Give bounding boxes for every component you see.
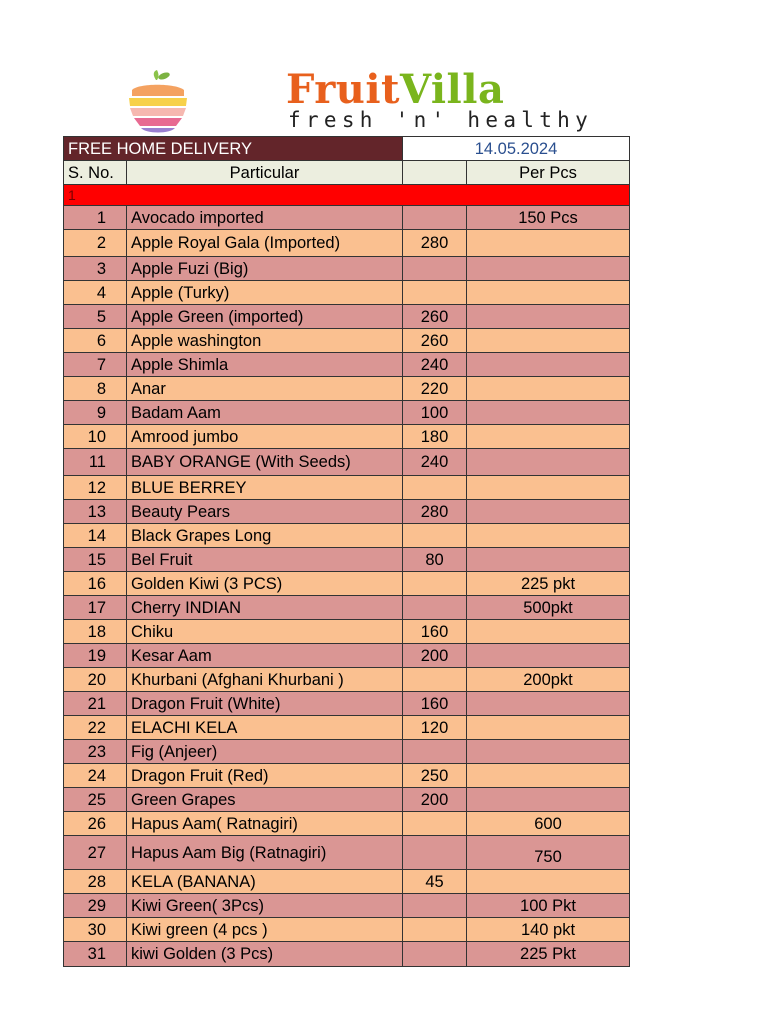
table-row [64, 870, 630, 894]
row-particular: Avocado imported [127, 206, 403, 230]
row-particular: Fig (Anjeer) [127, 740, 403, 764]
row-number: 10 [64, 425, 127, 449]
row-number: 1 [64, 206, 127, 230]
table-row [64, 894, 630, 918]
table-row [64, 644, 630, 668]
row-per-pcs [467, 305, 630, 329]
row-per-pcs [467, 377, 630, 401]
brand-name-villa: Villa [400, 66, 505, 113]
row-price [403, 524, 467, 548]
row-price: 45 [403, 870, 467, 894]
brand-name [286, 66, 504, 114]
row-particular: Hapus Aam( Ratnagiri) [127, 812, 403, 836]
row-number: 20 [64, 668, 127, 692]
table-row [64, 281, 630, 305]
row-per-pcs [467, 500, 630, 524]
row-price: 80 [403, 548, 467, 572]
row-particular: Amrood jumbo [127, 425, 403, 449]
row-particular: ELACHI KELA [127, 716, 403, 740]
row-number: 6 [64, 329, 127, 353]
row-number: 21 [64, 692, 127, 716]
row-price [403, 812, 467, 836]
row-per-pcs [467, 449, 630, 476]
row-number: 9 [64, 401, 127, 425]
table-row [64, 377, 630, 401]
table-row [64, 500, 630, 524]
category-row [64, 185, 630, 206]
row-per-pcs [467, 870, 630, 894]
row-per-pcs: 750 [467, 836, 630, 870]
row-number: 19 [64, 644, 127, 668]
row-per-pcs: 150 Pcs [467, 206, 630, 230]
row-particular: Hapus Aam Big (Ratnagiri) [127, 836, 403, 870]
row-price: 220 [403, 377, 467, 401]
row-per-pcs: 600 [467, 812, 630, 836]
row-particular: Green Grapes [127, 788, 403, 812]
row-price: 120 [403, 716, 467, 740]
row-particular: Cherry INDIAN [127, 596, 403, 620]
row-per-pcs: 140 pkt [467, 918, 630, 942]
row-price: 240 [403, 353, 467, 377]
header-price [403, 161, 467, 185]
row-price: 160 [403, 620, 467, 644]
row-number: 11 [64, 449, 127, 476]
row-per-pcs [467, 692, 630, 716]
table-row [64, 401, 630, 425]
row-number: 25 [64, 788, 127, 812]
table-row [64, 668, 630, 692]
row-per-pcs [467, 716, 630, 740]
row-particular: Khurbani (Afghani Khurbani ) [127, 668, 403, 692]
row-per-pcs: 200pkt [467, 668, 630, 692]
row-number: 16 [64, 572, 127, 596]
row-particular: Dragon Fruit (Red) [127, 764, 403, 788]
row-price [403, 596, 467, 620]
row-number: 29 [64, 894, 127, 918]
table-row [64, 716, 630, 740]
row-number: 28 [64, 870, 127, 894]
table-row [64, 329, 630, 353]
price-date: 14.05.2024 [403, 137, 630, 161]
table-row [64, 449, 630, 476]
row-price [403, 281, 467, 305]
row-particular: KELA (BANANA) [127, 870, 403, 894]
row-particular: Apple washington [127, 329, 403, 353]
row-number: 12 [64, 476, 127, 500]
table-row [64, 548, 630, 572]
row-particular: Apple Fuzi (Big) [127, 257, 403, 281]
brand-logo [286, 66, 594, 136]
row-per-pcs [467, 353, 630, 377]
fruit-slices-icon [126, 70, 190, 136]
row-number: 22 [64, 716, 127, 740]
row-number: 15 [64, 548, 127, 572]
row-number: 18 [64, 620, 127, 644]
table-row [64, 740, 630, 764]
row-price: 260 [403, 329, 467, 353]
table-row [64, 206, 630, 230]
row-price [403, 942, 467, 967]
row-particular: Apple (Turky) [127, 281, 403, 305]
row-number: 27 [64, 836, 127, 870]
row-per-pcs [467, 401, 630, 425]
header-sno: S. No. [64, 161, 127, 185]
row-number: 2 [64, 230, 127, 257]
row-per-pcs [467, 257, 630, 281]
row-particular: Black Grapes Long [127, 524, 403, 548]
table-row [64, 620, 630, 644]
brand-name-fruit: Fruit [286, 66, 401, 113]
row-particular: Dragon Fruit (White) [127, 692, 403, 716]
row-per-pcs [467, 425, 630, 449]
table-row [64, 305, 630, 329]
row-price [403, 257, 467, 281]
table-row [64, 353, 630, 377]
row-number: 5 [64, 305, 127, 329]
row-particular: Apple Green (imported) [127, 305, 403, 329]
row-price [403, 206, 467, 230]
row-price [403, 836, 467, 870]
row-number: 31 [64, 942, 127, 967]
table-row [64, 257, 630, 281]
row-number: 23 [64, 740, 127, 764]
row-price: 280 [403, 230, 467, 257]
row-particular: Bel Fruit [127, 548, 403, 572]
row-per-pcs [467, 644, 630, 668]
table-row [64, 230, 630, 257]
row-particular: Apple Shimla [127, 353, 403, 377]
table-row [64, 942, 630, 967]
row-price: 100 [403, 401, 467, 425]
row-price [403, 740, 467, 764]
row-price: 200 [403, 644, 467, 668]
table-row [64, 572, 630, 596]
table-row [64, 764, 630, 788]
row-particular: Beauty Pears [127, 500, 403, 524]
table-row [64, 918, 630, 942]
row-price [403, 918, 467, 942]
row-number: 24 [64, 764, 127, 788]
free-delivery-title: FREE HOME DELIVERY [64, 137, 403, 161]
row-price [403, 572, 467, 596]
row-per-pcs: 225 Pkt [467, 942, 630, 967]
category-label: 1 [64, 185, 630, 206]
row-number: 3 [64, 257, 127, 281]
row-per-pcs [467, 281, 630, 305]
row-particular: Kiwi green (4 pcs ) [127, 918, 403, 942]
row-particular: Kiwi Green( 3Pcs) [127, 894, 403, 918]
row-price [403, 668, 467, 692]
row-particular: BLUE BERREY [127, 476, 403, 500]
row-number: 4 [64, 281, 127, 305]
row-particular: Apple Royal Gala (Imported) [127, 230, 403, 257]
row-particular: BABY ORANGE (With Seeds) [127, 449, 403, 476]
row-price: 280 [403, 500, 467, 524]
row-price [403, 894, 467, 918]
row-number: 17 [64, 596, 127, 620]
row-number: 13 [64, 500, 127, 524]
row-number: 8 [64, 377, 127, 401]
table-row [64, 524, 630, 548]
row-per-pcs [467, 788, 630, 812]
header-per-pcs: Per Pcs [467, 161, 630, 185]
row-particular: Anar [127, 377, 403, 401]
row-price: 240 [403, 449, 467, 476]
row-price: 260 [403, 305, 467, 329]
row-per-pcs: 500pkt [467, 596, 630, 620]
row-per-pcs [467, 524, 630, 548]
brand-tagline: fresh 'n' healthy [288, 108, 594, 132]
row-per-pcs [467, 329, 630, 353]
row-per-pcs: 225 pkt [467, 572, 630, 596]
table-row [64, 476, 630, 500]
row-price: 250 [403, 764, 467, 788]
row-particular: Chiku [127, 620, 403, 644]
row-particular: Kesar Aam [127, 644, 403, 668]
table-row [64, 596, 630, 620]
row-per-pcs [467, 476, 630, 500]
row-number: 26 [64, 812, 127, 836]
row-price: 200 [403, 788, 467, 812]
row-per-pcs [467, 230, 630, 257]
table-row [64, 812, 630, 836]
row-particular: Golden Kiwi (3 PCS) [127, 572, 403, 596]
row-particular: kiwi Golden (3 Pcs) [127, 942, 403, 967]
row-number: 30 [64, 918, 127, 942]
price-list-table [63, 136, 630, 967]
row-price: 180 [403, 425, 467, 449]
table-row [64, 692, 630, 716]
row-per-pcs: 100 Pkt [467, 894, 630, 918]
row-per-pcs [467, 740, 630, 764]
row-price [403, 476, 467, 500]
row-particular: Badam Aam [127, 401, 403, 425]
table-row [64, 788, 630, 812]
row-per-pcs [467, 548, 630, 572]
table-row [64, 836, 630, 870]
row-number: 14 [64, 524, 127, 548]
banner-row [64, 137, 630, 161]
header-particular: Particular [127, 161, 403, 185]
row-per-pcs [467, 764, 630, 788]
header-row [64, 161, 630, 185]
table-row [64, 425, 630, 449]
row-per-pcs [467, 620, 630, 644]
row-number: 7 [64, 353, 127, 377]
row-price: 160 [403, 692, 467, 716]
